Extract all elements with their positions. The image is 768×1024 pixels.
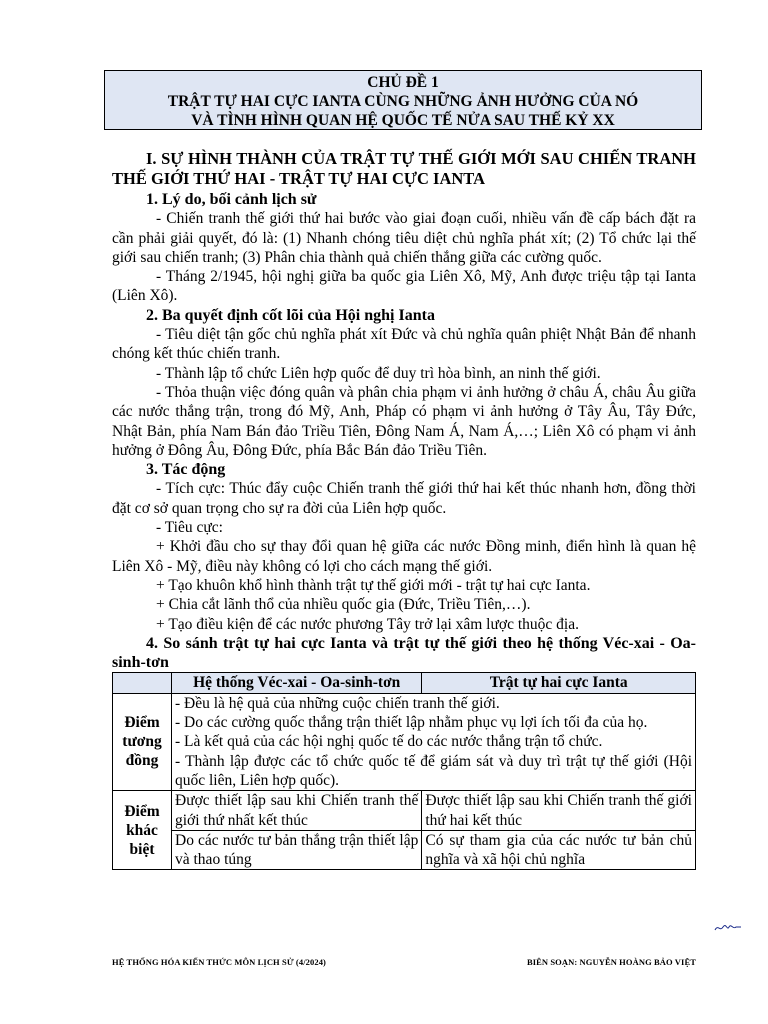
paragraph: - Chiến tranh thế giới thứ hai bước vào giai đoạn cuối, nhiều vấn đề cấp bách đặt ra cần phải giải quyết, đó là: (1) Nhanh chóng tiêu diệt chủ nghĩa phát xít; (2) Tổ chức lại thế giới sau chiến tranh; (3) Phân chia thành quả chiến thắng giữa các cường quốc. — [112, 210, 696, 266]
row-label-differences: Điểm khác biệt — [113, 791, 172, 870]
paragraph: - Tháng 2/1945, hội nghị giữa ba quốc gia Liên Xô, Mỹ, Anh được triệu tập tại Ianta (Liên Xô). — [112, 268, 696, 305]
subsection-heading-1: 1. Lý do, bối cảnh lịch sử — [146, 191, 317, 208]
signature-mark — [714, 922, 742, 934]
subsection-heading-2: 2. Ba quyết định cốt lõi của Hội nghị Ianta — [146, 306, 435, 324]
difference-versailles: Được thiết lập sau khi Chiến tranh thế giới thứ nhất kết thúc — [172, 791, 422, 831]
document-body — [112, 149, 696, 870]
similarity-item: - Thành lập được các tổ chức quốc tế để giám sát và duy trì trật tự thế giới (Hội quốc liên, Liên hợp quốc). — [175, 752, 692, 789]
difference-yalta: Có sự tham gia của các nước tư bản chủ nghĩa và xã hội chủ nghĩa — [422, 830, 696, 870]
table-header-yalta: Trật tự hai cực Ianta — [422, 673, 696, 693]
paragraph: - Tích cực: Thúc đẩy cuộc Chiến tranh thế giới thứ hai kết thúc nhanh hơn, đồng thời đặt cơ sở quan trọng cho sự ra đời của Liên hợp quốc. — [112, 480, 696, 517]
bullet-item: + Khởi đầu cho sự thay đổi quan hệ giữa các nước Đồng minh, điển hình là quan hệ Liên Xô - Mỹ, điều này không có lợi cho cách mạng thế giới. — [112, 538, 696, 575]
subsection-heading-3: 3. Tác động — [146, 461, 226, 479]
paragraph: - Thành lập tổ chức Liên hợp quốc để duy trì hòa bình, an ninh thế giới. — [156, 364, 601, 382]
table-header-versailles: Hệ thống Véc-xai - Oa-sinh-tơn — [172, 673, 422, 693]
table-corner-cell — [113, 673, 172, 693]
similarity-item: - Do các cường quốc thắng trận thiết lập nhằm phục vụ lợi ích tối đa của họ. — [175, 714, 648, 732]
bullet-item: + Chia cắt lãnh thổ của nhiều quốc gia (Đức, Triều Tiên,…). — [156, 596, 531, 614]
comparison-table — [112, 672, 696, 870]
paragraph: - Thỏa thuận việc đóng quân và phân chia phạm vi ảnh hưởng ở châu Á, châu Âu giữa các nước thắng trận, trong đó Mỹ, Anh, Pháp có phạm vi ảnh hưởng ở Tây Âu, Tây Đức, Nhật Bản, phía Nam Bán đảo Triều Tiên, Đông Nam Á, Nam Á,…; Liên Xô có phạm vi ảnh hưởng ở Đông Âu, Đông Đức, phía Bắc Bán đảo Triều Tiên. — [112, 383, 696, 459]
similarities-cell — [172, 693, 696, 790]
paragraph: - Tiêu diệt tận gốc chủ nghĩa phát xít Đức và chủ nghĩa quân phiệt Nhật Bản để nhanh chóng kết thúc chiến tranh. — [112, 326, 696, 363]
similarity-item: - Đều là hệ quả của những cuộc chiến tranh thế giới. — [175, 694, 500, 712]
table-row-difference — [113, 830, 696, 870]
paragraph: - Tiêu cực: — [156, 519, 223, 537]
difference-yalta: Được thiết lập sau khi Chiến tranh thế giới thứ hai kết thúc — [422, 791, 696, 831]
row-label-similarities: Điểm tương đồng — [113, 693, 172, 790]
footer-left: HỆ THỐNG HÓA KIẾN THỨC MÔN LỊCH SỬ (4/2024) — [112, 957, 326, 967]
topic-title-line-2: VÀ TÌNH HÌNH QUAN HỆ QUỐC TẾ NỬA SAU THẾ KỶ XX — [191, 112, 615, 129]
table-row-similarities — [113, 693, 696, 790]
difference-versailles: Do các nước tư bản thắng trận thiết lập và thao túng — [172, 830, 422, 870]
section-heading: I. SỰ HÌNH THÀNH CỦA TRẬT TỰ THẾ GIỚI MỚI SAU CHIẾN TRANH THẾ GIỚI THỨ HAI - TRẬT TỰ HAI CỰC IANTA — [112, 149, 696, 188]
topic-number: CHỦ ĐỀ 1 — [367, 74, 439, 91]
subsection-heading-4: 4. So sánh trật tự hai cực Ianta và trật tự thế giới theo hệ thống Véc-xai - Oa-sinh-tơn — [112, 634, 696, 672]
page-footer — [112, 957, 696, 967]
footer-right: BIÊN SOẠN: NGUYỄN HOÀNG BẢO VIỆT — [526, 957, 696, 967]
bullet-item: + Tạo điều kiện để các nước phương Tây trở lại xâm lược thuộc địa. — [156, 615, 579, 633]
similarity-item: - Là kết quả của các hội nghị quốc tế do các nước thắng trận tổ chức. — [175, 733, 603, 751]
topic-title-line-1: TRẬT TỰ HAI CỰC IANTA CÙNG NHỮNG ẢNH HƯỞNG CỦA NÓ — [167, 93, 639, 110]
table-row-difference — [113, 791, 696, 831]
table-header-row — [113, 673, 696, 693]
topic-title-box — [104, 70, 702, 130]
bullet-item: + Tạo khuôn khổ hình thành trật tự thế giới mới - trật tự hai cực Ianta. — [156, 576, 591, 594]
